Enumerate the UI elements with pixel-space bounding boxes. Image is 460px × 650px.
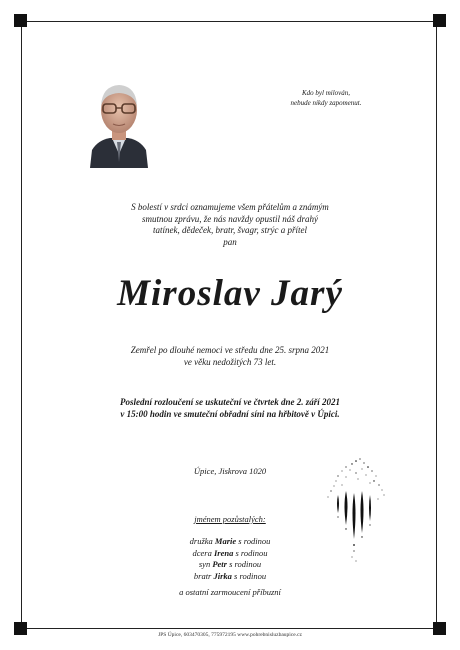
death-notice-line: ve věku nedožitých 73 let.: [183, 357, 277, 367]
mourners-list: [130, 536, 330, 582]
deceased-portrait: [88, 72, 150, 168]
mourner-row: [130, 536, 330, 548]
mourners-title: [150, 514, 310, 524]
mourner-relation: syn: [198, 559, 211, 569]
corner-square-top-left: [14, 14, 27, 27]
funeral-info: [60, 396, 400, 420]
mourner-suffix: s rodinou: [234, 570, 267, 581]
mourner-row: [130, 548, 330, 560]
mourner-relation: bratr: [193, 570, 212, 581]
announcement-line: smutnou zprávu, že nás navždy opustil náš drahý: [142, 213, 318, 224]
mourners-title-text: jménem pozůstalých:: [194, 514, 266, 524]
deceased-name: Miroslav Jarý: [117, 273, 343, 314]
corner-square-bottom-left: [14, 622, 27, 635]
death-notice-line: Zemřel po dlouhé nemoci ve středu dne 25. srpna 2021: [130, 345, 330, 355]
family-address: Úpice, Jiskrova 1020: [193, 466, 267, 476]
mourner-relation: dcera: [192, 547, 212, 558]
mourner-row: [130, 559, 330, 571]
mourner-suffix: s rodinou: [229, 559, 262, 569]
funeral-line: v 15:00 hodin ve smuteční obřadní síni na hřbitově v Úpici.: [120, 409, 340, 419]
announcement-line: tatínek, dědeček, bratr, švagr, strýc a přítel: [153, 225, 307, 235]
mourner-name: Jirka: [213, 570, 232, 581]
mourner-name: Marie: [214, 536, 237, 546]
corner-square-top-right: [433, 14, 446, 27]
funeral-service-footer: JPS Úpice, 603470305, 775972195 www.pohrebnisluzbaupice.cz: [158, 632, 302, 638]
mourner-suffix: s rodinou: [238, 536, 271, 546]
mourner-name: Irena: [213, 547, 234, 558]
mourner-row: [130, 571, 330, 583]
mourner-suffix: s rodinou: [235, 547, 268, 558]
corner-square-bottom-right: [433, 622, 446, 635]
announcement-line: S bolestí v srdci oznamujeme všem přátelům a známým: [131, 202, 329, 212]
memorial-quote: [266, 88, 386, 108]
quote-line: Kdo byl milován,: [301, 89, 351, 97]
death-notice: [95, 344, 365, 368]
other-relatives: a ostatní zarmoucení příbuzní: [179, 587, 281, 597]
announcement-line: pan: [223, 236, 237, 247]
mourner-name: Petr: [212, 559, 227, 569]
quote-line: nebude nikdy zapomenut.: [290, 99, 362, 107]
mourner-relation: družka: [189, 536, 213, 546]
funeral-line: Poslední rozloučení se uskuteční ve čtvrtek dne 2. září 2021: [120, 397, 340, 407]
announcement-text: [95, 202, 365, 248]
